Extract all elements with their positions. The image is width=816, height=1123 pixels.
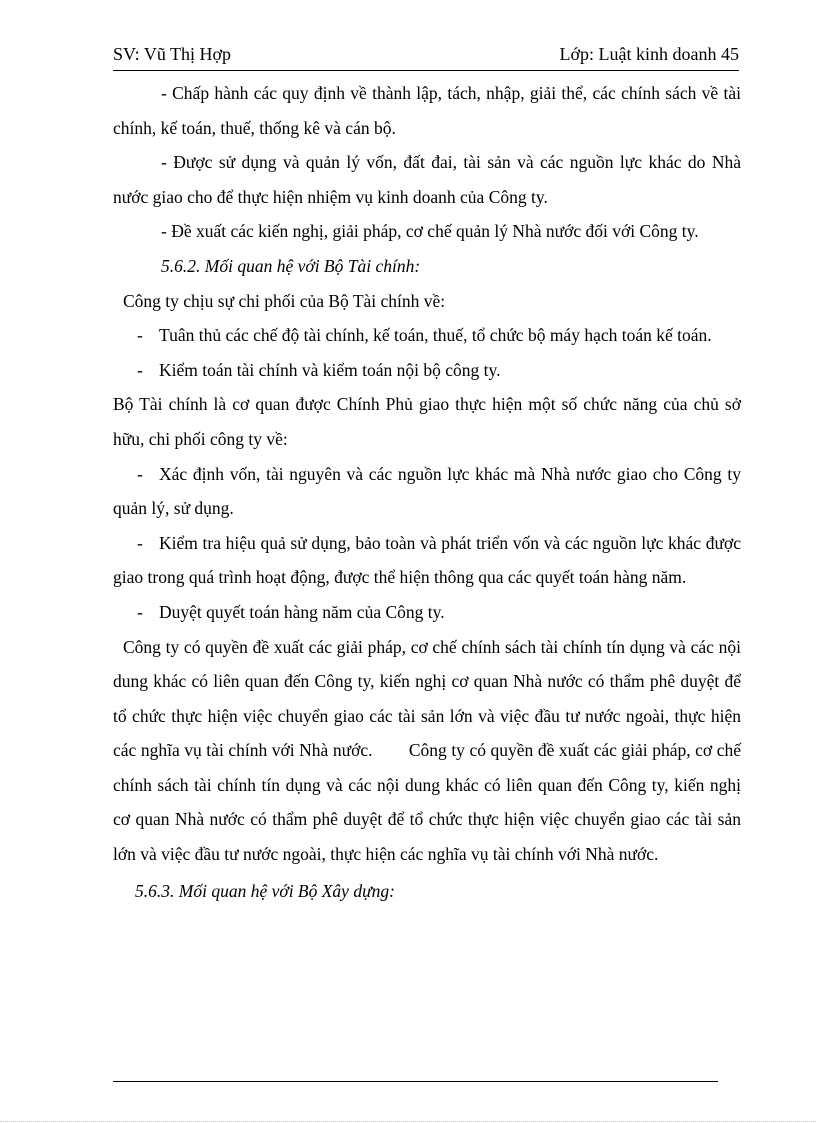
list-item: - Xác định vốn, tài nguyên và các nguồn lực khác mà Nhà nước giao cho Công ty quản lý, sử dụng.	[113, 457, 741, 526]
paragraph-finance-intro: Công ty chịu sự chi phối của Bộ Tài chính về:	[123, 290, 446, 311]
page-boundary	[0, 1121, 816, 1122]
student-name: SV: Vũ Thị Hợp	[113, 44, 232, 64]
document-body	[113, 76, 741, 908]
section-heading-finance: 5.6.2. Mối quan hệ với Bộ Tài chính:	[161, 255, 421, 276]
bullet-dash: -	[137, 463, 143, 484]
bullet-dash: -	[137, 532, 143, 553]
bullet-dash: -	[137, 359, 143, 380]
page-header	[113, 40, 739, 71]
paragraph-company-rights: Công ty có quyền đề xuất các giải pháp, cơ chế chính sách tài chính tín dụng và các nội dung khác có liên quan đến Công ty, kiến nghị cơ quan Nhà nước có thẩm phê duyệt để tổ chức thực hiện việc chuyển giao các tài sản lớn và việc đầu tư nước ngoài, thực hiện các nghĩa vụ tài chính với Nhà nước. Công ty có quyền đề xuất các giải pháp, cơ chế chính sách tài chính tín dụng và các nội dung khác có liên quan đến Công ty, kiến nghị cơ quan Nhà nước có thẩm phê duyệt để tổ chức thực hiện việc chuyển giao các tài sản lớn và việc đầu tư nước ngoài, thực hiện các nghĩa vụ tài chính với Nhà nước.	[113, 636, 741, 865]
paragraph-propose: - Đề xuất các kiến nghị, giải pháp, cơ chế quản lý Nhà nước đối với Công ty.	[161, 221, 699, 242]
bullet-dash: -	[137, 325, 143, 346]
bullet-dash: -	[137, 601, 143, 622]
list-item: - Kiểm toán tài chính và kiểm toán nội bộ công ty.	[113, 353, 741, 388]
section-heading-construction: 5.6.3. Mối quan hệ với Bộ Xây dựng:	[135, 880, 395, 901]
list-item: - Kiểm tra hiệu quả sử dụng, bảo toàn và phát triển vốn và các nguồn lực khác được giao trong quá trình hoạt động, được thể hiện thông qua các quyết toán hàng năm.	[113, 526, 741, 595]
paragraph-use-capital: - Được sử dụng và quản lý vốn, đất đai, tài sản và các nguồn lực khác do Nhà nước giao cho để thực hiện nhiệm vụ kinh doanh của Công ty.	[113, 152, 741, 207]
paragraph-comply: - Chấp hành các quy định về thành lập, tách, nhập, giải thể, các chính sách về tài chính, kế toán, thuế, thống kê và cán bộ.	[113, 83, 741, 138]
class-name: Lớp: Luật kinh doanh 45	[559, 44, 739, 64]
paragraph-ministry-role: Bộ Tài chính là cơ quan được Chính Phủ giao thực hiện một số chức năng của chủ sở hữu, chi phối công ty về:	[113, 394, 741, 449]
footer-divider	[113, 1081, 718, 1082]
list-item: - Tuân thủ các chế độ tài chính, kế toán, thuế, tổ chức bộ máy hạch toán kế toán.	[113, 318, 741, 353]
list-item: - Duyệt quyết toán hàng năm của Công ty.	[113, 595, 741, 630]
